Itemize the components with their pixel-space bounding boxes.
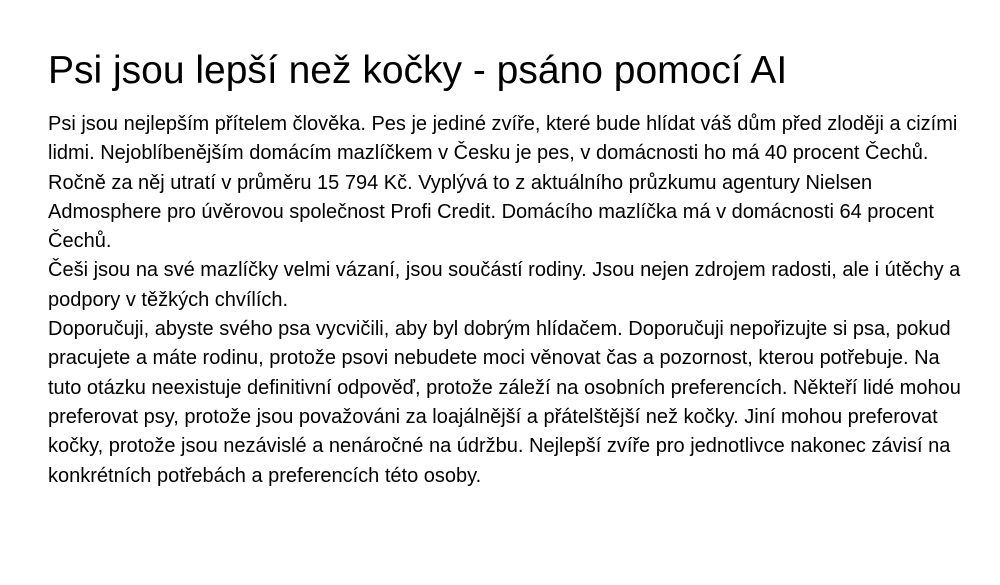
paragraph-attachment: Češi jsou na své mazlíčky velmi vázaní, jsou součástí rodiny. Jsou nejen zdrojem radosti, ale i útěchy a podpory v těžkých chvílích.	[48, 259, 961, 311]
paragraph-recommendation: Doporučuji, abyste svého psa vycvičili, aby byl dobrým hlídačem. Doporučuji nepořizujte si psa, pokud pracujete a máte rodinu, protože psovi nebudete moci věnovat čas a pozornost, kterou potřebuje. Na tuto otázku neexistuje definitivní odpověď, protože záleží na osobních preferencích. Někteří lidé mohou preferovat psy, protože jsou považováni za loajálnější a přátelštější než kočky. Jiní mohou preferovat kočky, protože jsou nezávislé a nenáročné na údržbu. Nejlepší zvíře pro jednotlivce nakonec závisí na konkrétních potřebách a preferencích této osoby.	[48, 318, 961, 487]
paragraph-intro: Psi jsou nejlepším přítelem člověka. Pes je jediné zvíře, které bude hlídat váš dům před zloději a cizími lidmi. Nejoblíbenějším domácím mazlíčkem v Česku je pes, v domácnosti ho má 40 procent Čechů. Ročně za něj utratí v průměru 15 794 Kč. Vyplývá to z aktuálního průzkumu agentury Nielsen Admosphere pro úvěrovou společnost Profi Credit. Domácího mazlíčka má v domácnosti 64 procent Čechů.	[48, 113, 958, 253]
slide-body	[48, 110, 968, 491]
slide-title: Psi jsou lepší než kočky - psáno pomocí AI	[48, 49, 788, 92]
